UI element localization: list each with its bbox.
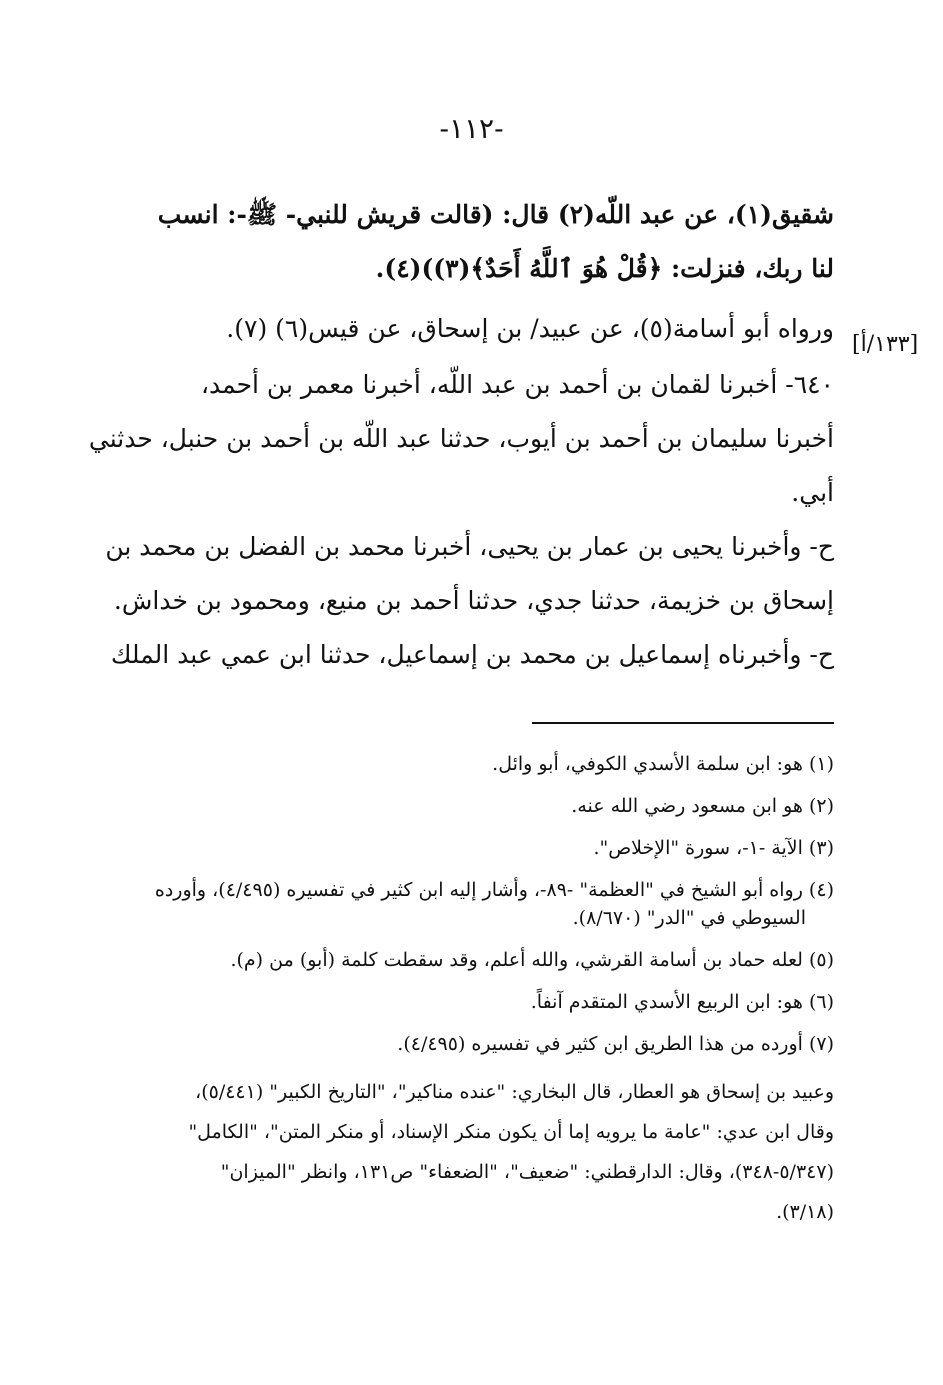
- text-line: لنا ربك، فنزلت: ﴿قُلْ هُوَ ٱللَّهُ أَحَدٌ﴾(٣))(٤).: [375, 254, 834, 283]
- note-line: (٣/١٨).: [776, 1201, 834, 1223]
- note-line: وقال ابن عدي: "عامة ما يرويه إما أن يكون منكر الإسناد، أو منكر المتن"، "الكامل": [188, 1121, 834, 1143]
- text-line: أخبرنا سليمان بن أحمد بن أيوب، حدثنا عبد اللّه بن أحمد بن حنبل، حدثني: [88, 424, 834, 453]
- footnote-divider: [532, 722, 834, 724]
- text-line: شقيق(١)، عن عبد اللّه(٢) قال: (قالت قريش للنبي- ﷺ-: انسب: [157, 200, 834, 229]
- text-line: أبي.: [791, 478, 834, 507]
- page-number: -١١٢-: [439, 112, 504, 145]
- footnote: (٦) هو: ابن الربيع الأسدي المتقدم آنفاً.: [530, 991, 834, 1013]
- footnote: (١) هو: ابن سلمة الأسدي الكوفي، أبو وائل.: [492, 753, 834, 775]
- footnote: (٣) الآية -١-، سورة "الإخلاص".: [593, 837, 834, 859]
- hadith-number-line: ٦٤٠- أخبرنا لقمان بن أحمد بن عبد اللّه، أخبرنا معمر بن أحمد،: [200, 370, 834, 399]
- text-line: ح- وأخبرنا يحيى بن عمار بن يحيى، أخبرنا محمد بن الفضل بن محمد بن: [105, 532, 834, 561]
- note-line: (٥/٣٤٧-٣٤٨)، وقال: الدارقطني: "ضعيف"، "الضعفاء" ص١٣١، وانظر "الميزان": [220, 1161, 834, 1183]
- text-line: ورواه أبو أسامة(٥)، عن عبيد/ بن إسحاق، عن قيس(٦) (٧).: [226, 314, 834, 343]
- editor-note: [82, 1078, 834, 1226]
- footnote: (٢) هو ابن مسعود رضي الله عنه.: [571, 795, 834, 817]
- text-line: إسحاق بن خزيمة، حدثنا جدي، حدثنا أحمد بن منيع، ومحمود بن خداش.: [113, 586, 834, 615]
- footnotes: [82, 750, 834, 1238]
- footnote: (٤) رواه أبو الشيخ في "العظمة" -٨٩-، وأشار إليه ابن كثير في تفسيره (٤/٤٩٥)، وأورده: [154, 879, 834, 901]
- footnote: (٥) لعله حماد بن أسامة القرشي، والله أعلم، وقد سقطت كلمة (أبو) من (م).: [230, 949, 834, 971]
- main-text: [82, 198, 834, 692]
- text-line: ح- وأخبرناه إسماعيل بن محمد بن إسماعيل، حدثنا ابن عمي عبد الملك: [110, 640, 834, 669]
- footnote: (٧) أورده من هذا الطريق ابن كثير في تفسيره (٤/٤٩٥).: [397, 1033, 834, 1055]
- footnote-continuation: السيوطي في "الدر" (٨/٦٧٠).: [572, 907, 806, 929]
- note-line: وعبيد بن إسحاق هو العطار، قال البخاري: "عنده مناكير"، "التاريخ الكبير" (٥/٤٤١)،: [195, 1081, 834, 1103]
- manuscript-folio-reference: [١٣٣/أ]: [852, 332, 919, 357]
